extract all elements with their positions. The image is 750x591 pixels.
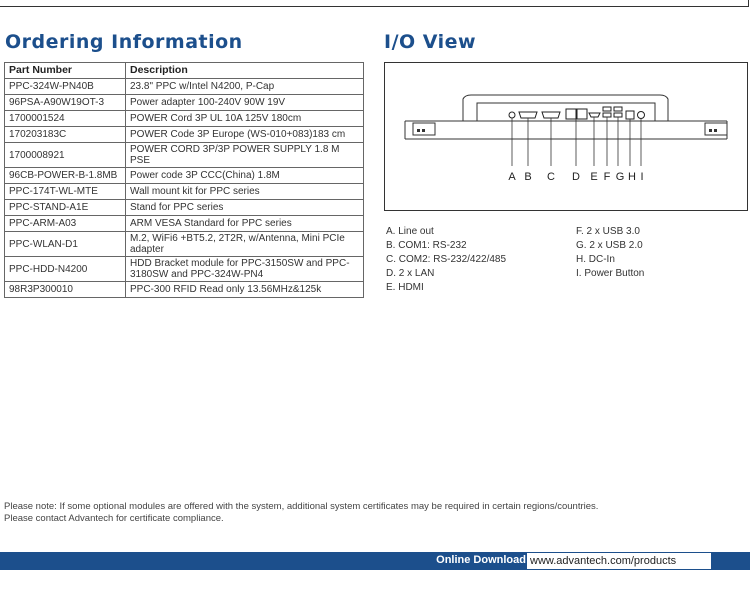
table-row [5,168,364,184]
table-row [5,95,364,111]
part-number: PPC-HDD-N4200 [5,257,126,282]
description: PPC-300 RFID Read only 13.56MHz&125k [126,282,364,298]
part-number: PPC-STAND-A1E [5,200,126,216]
part-number: PPC-WLAN-D1 [5,232,126,257]
table-row [5,111,364,127]
com2-port-icon [542,112,560,118]
hdmi-port-icon [589,113,600,117]
table-header-row [5,63,364,79]
legend-item: H. DC-In [576,254,615,265]
table-row [5,257,364,282]
header-part-number: Part Number [5,63,126,79]
part-number: 1700001524 [5,111,126,127]
io-legend-right [576,225,644,281]
description: POWER Code 3P Europe (WS-010+083)183 cm [126,127,364,143]
description: Power adapter 100-240V 90W 19V [126,95,364,111]
port-letter-a: A [508,171,516,183]
line-out-port-icon [509,112,515,118]
io-legend-left [386,225,506,295]
legend-item: E. HDMI [386,282,424,293]
certificate-note [4,501,598,525]
table-row [5,79,364,95]
table-row [5,232,364,257]
dc-in-port-icon [626,111,634,119]
table-row [5,200,364,216]
top-frame [0,0,749,7]
description: M.2, WiFi6 +BT5.2, 2T2R, w/Antenna, Mini PCIe adapter [126,232,364,257]
usb2-port-icon [614,107,622,111]
online-download-label: Online Download [436,554,526,566]
power-button-icon [638,112,645,119]
description: POWER CORD 3P/3P POWER SUPPLY 1.8 M PSE [126,143,364,168]
table-row [5,127,364,143]
port-letter-d: D [572,171,580,183]
table-row [5,282,364,298]
table-row [5,184,364,200]
part-number: 96PSA-A90W19OT-3 [5,95,126,111]
part-number: 1700008921 [5,143,126,168]
description: Stand for PPC series [126,200,364,216]
ordering-table [4,62,364,298]
lan1-port-icon [566,109,576,119]
header-description: Description [126,63,364,79]
port-letter-c: C [547,171,555,183]
port-letter-b: B [524,171,532,183]
table-row [5,143,364,168]
legend-item: B. COM1: RS-232 [386,240,467,251]
part-number: PPC-324W-PN40B [5,79,126,95]
ordering-title: Ordering Information [5,31,243,53]
description: POWER Cord 3P UL 10A 125V 180cm [126,111,364,127]
io-view-title: I/O View [384,31,477,53]
part-number: 170203183C [5,127,126,143]
legend-item: G. 2 x USB 2.0 [576,240,643,251]
description: 23.8" PPC w/Intel N4200, P-Cap [126,79,364,95]
port-letter-f: F [603,171,611,183]
legend-item: F. 2 x USB 3.0 [576,226,640,237]
port-letter-g: G [615,171,625,183]
description: ARM VESA Standard for PPC series [126,216,364,232]
legend-item: C. COM2: RS-232/422/485 [386,254,507,265]
note-line: Please contact Advantech for certificate compliance. [4,513,224,524]
description: HDD Bracket module for PPC-3150SW and PPC-3180SW and PPC-324W-PN4 [126,257,364,282]
table-row [5,216,364,232]
footer-bar [0,552,750,570]
lan2-port-icon [577,109,587,119]
part-number: PPC-ARM-A03 [5,216,126,232]
download-url-link[interactable]: www.advantech.com/products [527,553,711,569]
port-letter-h: H [628,171,636,183]
description: Wall mount kit for PPC series [126,184,364,200]
io-diagram-box [384,62,748,211]
description: Power code 3P CCC(China) 1.8M [126,168,364,184]
part-number: PPC-174T-WL-MTE [5,184,126,200]
legend-item: I. Power Button [576,268,645,279]
usb3-port-icon [603,107,611,111]
io-diagram [385,63,747,210]
com1-port-icon [519,112,537,118]
note-line: Please note: If some optional modules are offered with the system, additional system certificates may be required in certain regions/countries. [4,501,599,512]
port-letter-e: E [590,171,598,183]
part-number: 96CB-POWER-B-1.8MB [5,168,126,184]
port-letter-i: I [640,171,644,183]
legend-item: A. Line out [386,226,434,237]
legend-item: D. 2 x LAN [386,268,435,279]
part-number: 98R3P300010 [5,282,126,298]
